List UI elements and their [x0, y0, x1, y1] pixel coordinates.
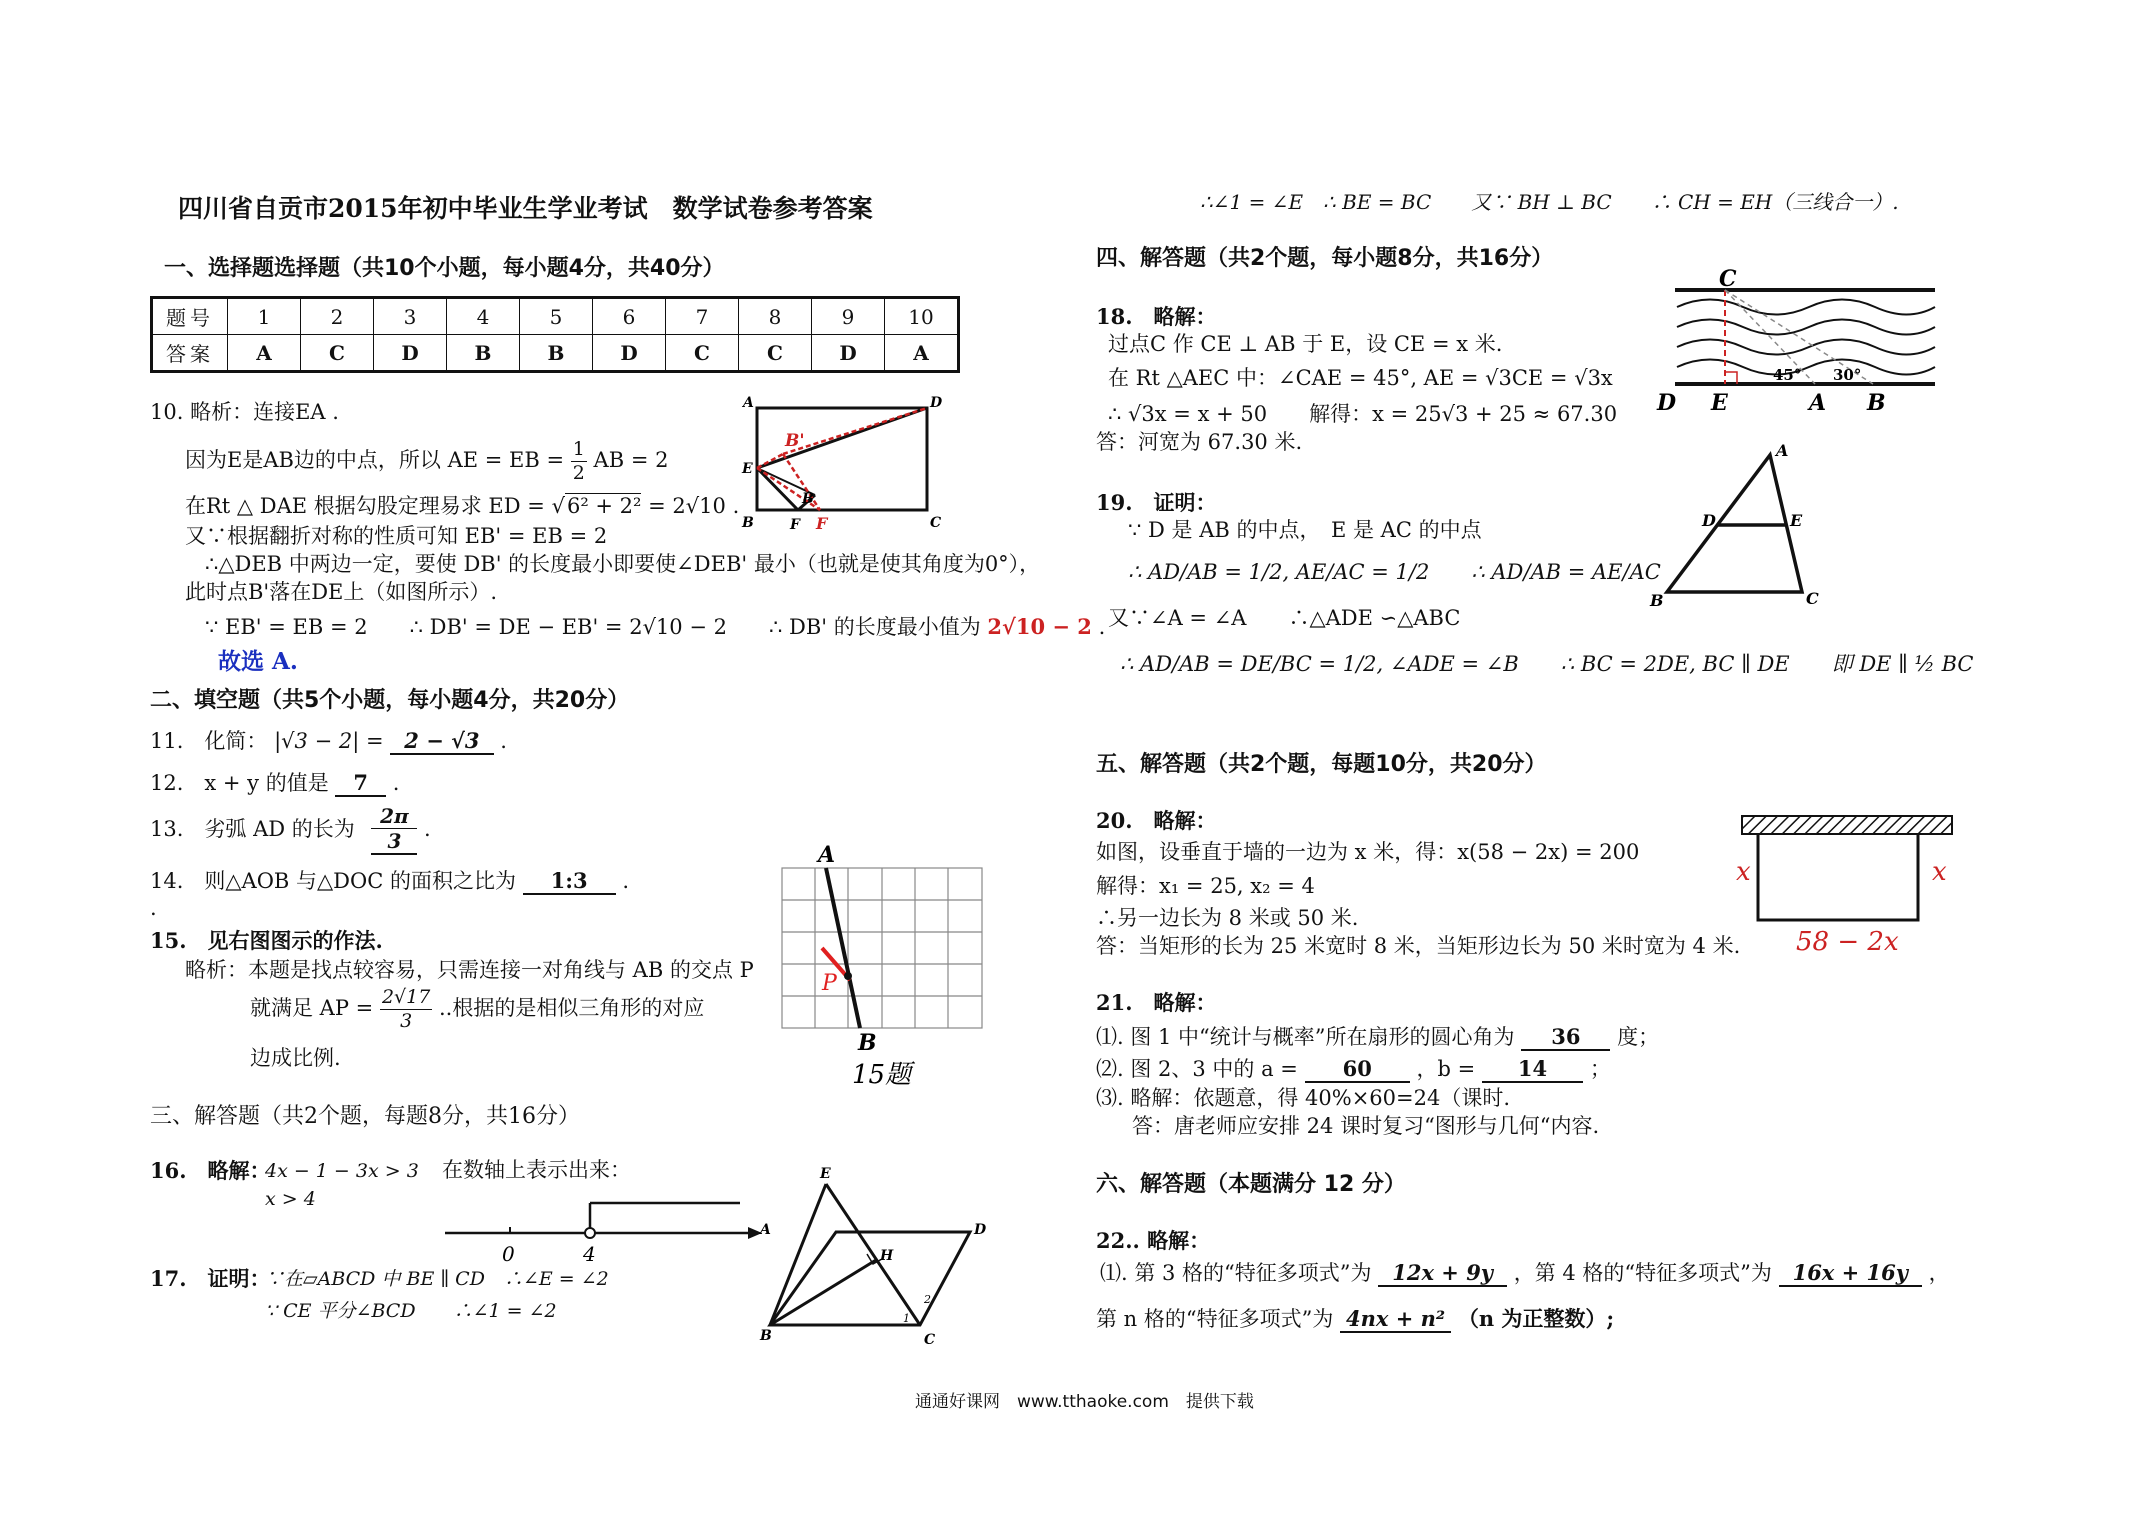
q10-line — [205, 614, 1105, 640]
q10-line: 此时点B'落在DE上（如图所示）. — [185, 580, 498, 604]
q11-text: 11. 化简： — [150, 729, 268, 753]
point-p — [844, 972, 852, 980]
figure-q17 — [760, 1160, 990, 1350]
q20-line: 解得：x₁ = 25, x₂ = 4 — [1096, 874, 1315, 898]
q10-choice: 故选 A. — [218, 648, 298, 675]
q21-answer-1: 36 — [1521, 1024, 1610, 1051]
section-6-heading: 六、解答题（本题满分 12 分） — [1096, 1172, 1406, 1197]
q14-text: 14. 则△AOB 与△DOC 的面积之比为 — [150, 869, 516, 893]
angle-2: 2 — [924, 1293, 931, 1306]
q10-line: 又∵根据翻折对称的性质可知 EB' = EB = 2 — [185, 524, 608, 548]
q19-line: 19. 证明： — [1096, 490, 1217, 515]
label-b-inner: B — [802, 491, 814, 507]
figure-q15 — [770, 838, 990, 1088]
q18-line: ∴ √3x = x + 50 解得：x = 25√3 + 25 ≈ 67.30 — [1108, 402, 1618, 426]
section-3-heading: 三、解答题（共2个题，每题8分，共16分） — [150, 1104, 580, 1129]
tick-label-0: 0 — [502, 1242, 515, 1266]
fence-rectangle — [1758, 834, 1918, 920]
q22-answer-1: 12x + 9y — [1378, 1260, 1507, 1287]
q10-answer: 2√10 − 2 — [987, 614, 1092, 639]
label-b: B — [1650, 591, 1664, 610]
stray-dot: . — [150, 896, 157, 920]
q18-line: 过点C 作 CE ⊥ AB 于 E，设 CE = x 米. — [1108, 332, 1503, 356]
q22-line — [1096, 1306, 1614, 1332]
grid-answer: D — [374, 335, 447, 372]
wall — [1742, 816, 1952, 834]
label-e: E — [820, 1166, 831, 1182]
label-b: B — [760, 1328, 772, 1344]
q21-text: ⑵. 图 2、3 中的 a = — [1096, 1057, 1298, 1081]
q16-label: 16. 略解： — [150, 1158, 271, 1183]
section-2-heading: 二、填空题（共5个小题，每小题4分，共20分） — [150, 688, 630, 713]
label-f: F — [790, 517, 800, 533]
label-bottom: 58 − 2x — [1796, 927, 1899, 957]
q16-text: 在数轴上表示出来： — [442, 1158, 631, 1182]
q21-text: ⑴. 图 1 中“统计与概率”所在扇形的圆心角为 — [1096, 1025, 1515, 1049]
q22-line — [1100, 1260, 1950, 1286]
grid-answer: C — [301, 335, 374, 372]
line-ca — [1725, 290, 1815, 384]
label-c: C — [1719, 266, 1737, 292]
label-c: C — [1806, 589, 1819, 608]
label-x-left: x — [1736, 857, 1751, 887]
q21-line — [1096, 1056, 1611, 1082]
q21-answer-3: 14 — [1482, 1056, 1583, 1083]
q13-text: . — [424, 817, 431, 841]
q14-line — [150, 868, 629, 894]
q10-line: 10. 略析：连接EA . — [150, 400, 339, 424]
label-x-right: x — [1932, 857, 1947, 887]
q21-line: ⑶. 略解：依题意，得 40%×60=24（课时. — [1096, 1086, 1511, 1110]
grid-cell: 7 — [666, 298, 739, 335]
q21-answer-2: 60 — [1305, 1056, 1410, 1083]
q10-text: = 2√10 . — [648, 494, 740, 518]
section-1-heading: 一、选择题选择题（共10个小题，每小题4分，共40分） — [164, 256, 725, 281]
q12-line — [150, 770, 399, 796]
figure-caption: 15题 — [852, 1060, 912, 1090]
figure-q18 — [1655, 262, 1945, 422]
q19-line: ∵ D 是 AB 的中点， E 是 AC 的中点 — [1128, 518, 1482, 542]
q17-continued: ∴∠1 = ∠E ∴ BE = BC 又∵ BH ⊥ BC ∴ CH = EH（三线合一）. — [1200, 190, 1899, 214]
angle-30: 30° — [1833, 366, 1862, 384]
angle-1: 1 — [903, 1312, 910, 1325]
grid-cell: 9 — [812, 298, 885, 335]
grid-row-answers — [152, 335, 959, 372]
figure-q20 — [1728, 808, 1968, 958]
line-ec — [826, 1184, 920, 1325]
number-line — [440, 1195, 770, 1265]
q15-line: 边成比例. — [250, 1046, 341, 1070]
line-be — [770, 1184, 826, 1325]
q12-text: 12. x + y 的值是 — [150, 771, 329, 795]
q10-line — [185, 440, 668, 483]
grid-header: 题号 — [152, 298, 228, 335]
answer-grid — [150, 296, 960, 373]
q11-text: . — [500, 729, 507, 753]
q21-text: ； — [1589, 1057, 1611, 1081]
q22-text: ，第 4 格的“特征多项式”为 — [1513, 1261, 1772, 1285]
label-b: B — [742, 515, 754, 531]
q21-line — [1096, 1024, 1659, 1050]
label-a: A — [743, 395, 754, 411]
label-d: D — [974, 1222, 987, 1238]
q17-label: 17. 证明： — [150, 1266, 271, 1291]
grid-cell: 2 — [301, 298, 374, 335]
grid-header: 答案 — [152, 335, 228, 372]
q10-text: ∵ EB' = EB = 2 ∴ DB' = DE − EB' = 2√10 − 2 ∴ DB' 的长度最小值为 — [205, 615, 981, 639]
fraction-den: 2 — [572, 462, 585, 484]
q17-line: ∵在▱ABCD 中 BE ∥ CD ∴∠E = ∠2 — [265, 1268, 609, 1290]
label-c: C — [930, 515, 942, 531]
grid-cell: 5 — [520, 298, 593, 335]
fraction-den: 3 — [400, 1010, 413, 1032]
grid-answer: C — [666, 335, 739, 372]
line-bp-d — [783, 408, 927, 454]
label-b: B — [1867, 390, 1886, 416]
angle-45: 45° — [1773, 366, 1802, 384]
figure-q10 — [740, 395, 943, 535]
q15-line — [250, 988, 704, 1031]
label-e: E — [1790, 511, 1803, 530]
segment-ab — [826, 868, 860, 1028]
waves — [1677, 300, 1935, 375]
q15-text: ..根据的是相似三角形的对应 — [439, 996, 705, 1020]
fraction-den: 3 — [371, 829, 417, 855]
q22-text: 第 n 格的“特征多项式”为 — [1096, 1307, 1334, 1331]
q13-text: 13. 劣弧 AD 的长为 — [150, 817, 355, 841]
q10-text: 在Rt △ DAE 根据勾股定理易求 ED = — [185, 494, 545, 518]
q13-line — [150, 806, 431, 855]
grid-answer: A — [885, 335, 959, 372]
fraction-num: 1 — [572, 438, 585, 460]
q11-line — [150, 728, 507, 754]
q21-text: 度； — [1617, 1025, 1660, 1049]
q22-answer-2: 16x + 16y — [1779, 1260, 1922, 1287]
q19-line: ∴ AD/AB = 1/2, AE/AC = 1/2 ∴ AD/AB = AE/AC — [1128, 560, 1661, 584]
q10-text: 因为E是AB边的中点，所以 AE = EB = — [185, 448, 565, 472]
label-d: D — [1702, 511, 1716, 530]
section-4-heading: 四、解答题（共2个题，每小题8分，共16分） — [1096, 246, 1554, 271]
label-e: E — [742, 461, 753, 477]
label-a: A — [818, 842, 836, 868]
grid-row-numbers — [152, 298, 959, 335]
grid-lines — [782, 868, 982, 1028]
q20-line: 答：当矩形的长为 25 米宽时 8 米，当矩形边长为 50 米时宽为 4 米. — [1096, 934, 1741, 958]
label-b: B — [858, 1030, 877, 1056]
grid-cell: 3 — [374, 298, 447, 335]
label-c: C — [924, 1332, 936, 1348]
label-e: E — [1711, 390, 1728, 416]
label-a: A — [1809, 390, 1827, 416]
q18-line: 答：河宽为 67.30 米. — [1096, 430, 1303, 454]
q10-line: 在Rt △ DAE 根据勾股定理易求 ED = √6² + 2² = 2√10 . — [185, 494, 740, 518]
q22-line: 22.. 略解： — [1096, 1228, 1211, 1253]
q10-text: AB = 2 — [593, 448, 669, 472]
fraction-num: 2√17 — [381, 986, 431, 1008]
label-b-prime: B' — [785, 431, 805, 451]
q19-line: ∴ AD/AB = DE/BC = 1/2, ∠ADE = ∠B ∴ BC = 2DE, BC ∥ DE 即 DE ∥ ½ BC — [1120, 652, 1974, 676]
grid-answer: A — [228, 335, 301, 372]
q15-text: 就满足 AP = — [250, 996, 374, 1020]
grid-answer: D — [812, 335, 885, 372]
label-f-red: F — [816, 514, 828, 533]
q20-line: ∴另一边长为 8 米或 50 米. — [1096, 906, 1359, 930]
grid-cell: 6 — [593, 298, 666, 335]
q22-answer-3: 4nx + n² — [1340, 1306, 1451, 1333]
page-title: 四川省自贡市2015年初中毕业生学业考试 数学试卷参考答案 — [178, 194, 873, 223]
grid-cell: 1 — [228, 298, 301, 335]
grid-answer: B — [520, 335, 593, 372]
q22-text: ⑴. 第 3 格的“特征多项式”为 — [1100, 1261, 1372, 1285]
label-d: D — [1657, 390, 1677, 416]
q22-text: （n 为正整数）; — [1457, 1306, 1615, 1331]
grid-cell: 8 — [739, 298, 812, 335]
label-a: A — [1776, 441, 1789, 460]
grid-answer: B — [447, 335, 520, 372]
figure-q19 — [1640, 440, 1820, 610]
q21-line: 21. 略解： — [1096, 990, 1217, 1015]
line-ef — [757, 468, 798, 510]
label-d: D — [930, 395, 943, 411]
q12-answer: 7 — [335, 770, 386, 797]
tick-label-4: 4 — [583, 1242, 596, 1266]
q18-line: 在 Rt △AEC 中：∠CAE = 45°, AE = √3CE = √3x — [1108, 366, 1613, 390]
grid-cell: 4 — [447, 298, 520, 335]
grid-answer: D — [593, 335, 666, 372]
section-5-heading: 五、解答题（共2个题，每题10分，共20分） — [1096, 752, 1547, 777]
sqrt-radicand: 6² + 2² — [566, 494, 642, 518]
q21-text: ，b = — [1416, 1057, 1476, 1081]
q21-line: 答：唐老师应安排 24 课时复习“图形与几何“内容. — [1132, 1114, 1600, 1138]
q18-line: 18. 略解： — [1096, 304, 1217, 329]
q11-expr: |√3 − 2| = — [274, 729, 384, 753]
label-a: A — [760, 1222, 771, 1238]
label-h: H — [880, 1248, 894, 1264]
q16-expr: 4x − 1 − 3x > 3 — [265, 1160, 419, 1182]
q14-answer: 1:3 — [523, 868, 616, 895]
q14-text: . — [622, 869, 630, 893]
q22-text: ， — [1928, 1261, 1950, 1285]
q13-answer — [371, 806, 417, 855]
grid-answer: C — [739, 335, 812, 372]
q15-line: 15. 见右图图示的作法. — [150, 928, 383, 953]
fraction — [571, 440, 587, 483]
open-circle — [585, 1228, 595, 1238]
q12-text: . — [392, 771, 400, 795]
q17-line: ∵ CE 平分∠BCD ∴∠1 = ∠2 — [265, 1300, 557, 1322]
line-bh — [770, 1260, 876, 1325]
q20-line: 20. 略解： — [1096, 808, 1217, 833]
q19-line: 又∵∠A = ∠A ∴△ADE ∽△ABC — [1108, 606, 1461, 630]
label-p: P — [822, 971, 837, 996]
q11-answer: 2 − √3 — [390, 728, 493, 755]
fraction — [380, 988, 432, 1031]
q10-text: . — [1098, 615, 1106, 639]
q15-line: 略析：本题是找点较容易，只需连接一对角线与 AB 的交点 P — [185, 958, 754, 982]
q20-line: 如图，设垂直于墙的一边为 x 米，得：x(58 − 2x) = 200 — [1096, 840, 1640, 864]
fraction-num: 2π — [371, 806, 417, 829]
grid-cell: 10 — [885, 298, 959, 335]
q16-expr: x > 4 — [265, 1188, 316, 1210]
q10-line: ∴△DEB 中两边一定，要使 DB' 的长度最小即要使∠DEB' 最小（也就是使其角度为0°）， — [205, 552, 1041, 576]
footer: 通通好课网 www.tthaoke.com 提供下载 — [915, 1392, 1254, 1412]
